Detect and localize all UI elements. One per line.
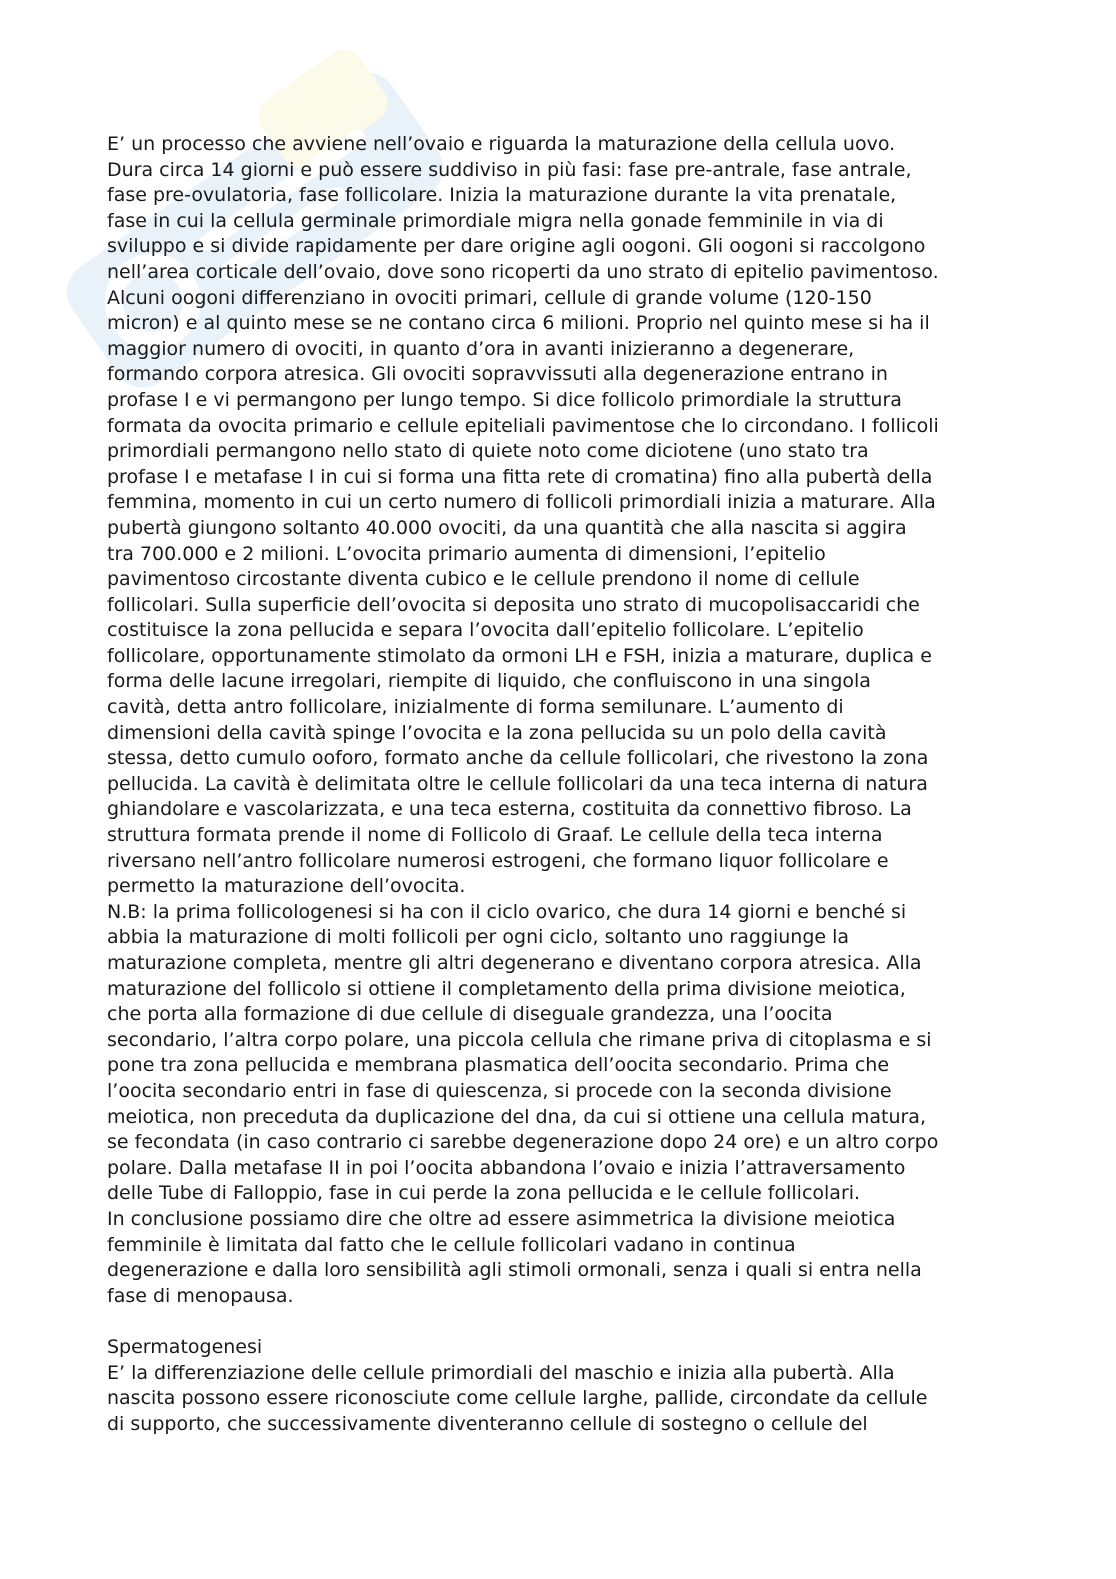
conclusion-lines-line: fase di menopausa.	[107, 1284, 294, 1307]
note-lines-line: che porta alla formazione di due cellule di diseguale grandezza, una l’oocita	[107, 1003, 833, 1026]
note-lines-line: abbia la maturazione di molti follicoli per ogni ciclo, soltanto uno raggiunge la	[107, 926, 850, 949]
oogenesis-lines-line: sviluppo e si divide rapidamente per dare origine agli oogoni. Gli oogoni si raccolgono	[107, 235, 926, 258]
oogenesis-lines-line: femmina, momento in cui un certo numero di follicoli primordiali inizia a maturare. Alla	[107, 491, 936, 514]
note-lines-line: delle Tube di Falloppio, fase in cui perde la zona pellucida e le cellule follicolari.	[107, 1182, 861, 1205]
oogenesis-lines-line: cavità, detta antro follicolare, inizialmente di forma semilunare. L’aumento di	[107, 696, 844, 719]
note-paragraph	[107, 900, 1007, 1207]
note-lines-line: pone tra zona pellucida e membrana plasmatica dell’oocita secondario. Prima che	[107, 1054, 890, 1077]
oogenesis-lines-line: tra 700.000 e 2 milioni. L’ovocita primario aumenta di dimensioni, l’epitelio	[107, 542, 826, 565]
oogenesis-lines-line: permetto la maturazione dell’ovocita.	[107, 875, 466, 898]
oogenesis-lines-line: formando corpora atresica. Gli ovociti sopravvissuti alla degenerazione entrano in	[107, 363, 888, 386]
spermatogenesis-line: E’ la differenziazione delle cellule primordiali del maschio e inizia alla pubertà. Alla	[107, 1361, 895, 1384]
oogenesis-lines-line: Alcuni oogoni differenziano in ovociti primari, cellule di grande volume (120-150	[107, 286, 872, 309]
oogenesis-lines-line: profase I e vi permangono per lungo tempo. Si dice follicolo primordiale la struttura	[107, 388, 902, 411]
oogenesis-lines-line: primordiali permangono nello stato di quiete noto come diciotene (uno stato tra	[107, 440, 869, 463]
conclusion-lines-line: degenerazione e dalla loro sensibilità agli stimoli ormonali, senza i quali si entra nella	[107, 1259, 922, 1282]
oogenesis-lines-line: profase I e metafase I in cui si forma una fitta rete di cromatina) fino alla pubertà della	[107, 465, 933, 488]
note-lines-line: l’oocita secondario entri in fase di quiescenza, si procede con la seconda divisione	[107, 1079, 892, 1102]
section-heading-spermatogenesis: Spermatogenesi	[107, 1335, 263, 1358]
note-lines-line: maturazione completa, mentre gli altri degenerano e diventano corpora atresica. Alla	[107, 952, 922, 974]
note-lines-line: maturazione del follicolo si ottiene il completamento della prima divisione meiotica,	[107, 977, 906, 1000]
oogenesis-lines-line: struttura formata prende il nome di Follicolo di Graaf. Le cellule della teca interna	[107, 824, 883, 847]
oogenesis-lines-line: maggior numero di ovociti, in quanto d’ora in avanti inizieranno a degenerare,	[107, 337, 855, 360]
oogenesis-lines-line: follicolare, opportunamente stimolato da ormoni LH e FSH, inizia a maturare, duplica e	[107, 644, 932, 667]
spermatogenesis-line: di supporto, che successivamente diventeranno cellule di sostegno o cellule del	[107, 1412, 868, 1435]
oogenesis-lines-line: Dura circa 14 giorni e può essere suddiviso in più fasi: fase pre-antrale, fase antrale,	[107, 158, 912, 181]
oogenesis-lines-line: micron) e al quinto mese se ne contano circa 6 milioni. Proprio nel quinto mese si ha il	[107, 312, 930, 335]
oogenesis-lines-line: pellucida. La cavità è delimitata oltre le cellule follicolari da una teca interna di natura	[107, 772, 928, 795]
oogenesis-lines-line: fase pre-ovulatoria, fase follicolare. Inizia la maturazione durante la vita prenatale,	[107, 184, 897, 207]
note-lines-line: polare. Dalla metafase II in poi l’oocita abbandona l’ovaio e inizia l’attraversamento	[107, 1156, 906, 1179]
note-lines-line: meiotica, non preceduta da duplicazione del dna, da cui si ottiene una cellula matura,	[107, 1105, 926, 1128]
oogenesis-lines-line: stessa, detto cumulo ooforo, formato anche da cellule follicolari, che rivestono la zona	[107, 747, 929, 770]
oogenesis-lines-line: fase in cui la cellula germinale primordiale migra nella gonade femminile in via di	[107, 209, 884, 232]
conclusion-paragraph	[107, 1207, 1007, 1309]
oogenesis-lines-line: forma delle lacune irregolari, riempite di liquido, che confluiscono in una singola	[107, 670, 871, 693]
oogenesis-lines-line: costituisce la zona pellucida e separa l’ovocita dall’epitelio follicolare. L’epitelio	[107, 619, 864, 642]
oogenesis-lines-line: riversano nell’antro follicolare numerosi estrogeni, che formano liquor follicolare e	[107, 849, 889, 872]
oogenesis-lines-line: nell’area corticale dell’ovaio, dove sono ricoperti da uno strato di epitelio pavimentoso.	[107, 260, 939, 283]
oogenesis-lines-line: formata da ovocita primario e cellule epiteliali pavimentose che lo circondano. I follicoli	[107, 414, 939, 437]
paragraph-spacer	[107, 1309, 1007, 1335]
oogenesis-lines-line: pavimentoso circostante diventa cubico e le cellule prendono il nome di cellule	[107, 568, 860, 591]
document-body	[107, 132, 1007, 1437]
note-lines-line: secondario, l’altra corpo polare, una piccola cellula che rimane priva di citoplasma e si	[107, 1028, 932, 1051]
oogenesis-lines-line: ghiandolare e vascolarizzata, e una teca esterna, costituita da connettivo fibroso. La	[107, 798, 912, 821]
note-lines-line: N.B: la prima follicologenesi si ha con il ciclo ovarico, che dura 14 giorni e benché si	[107, 900, 907, 923]
conclusion-lines-line: femminile è limitata dal fatto che le cellule follicolari vadano in continua	[107, 1233, 796, 1256]
oogenesis-lines-line: E’ un processo che avviene nell’ovaio e riguarda la maturazione della cellula uovo.	[107, 133, 896, 155]
oogenesis-paragraph	[107, 132, 1007, 900]
note-lines-line: se fecondata (in caso contrario ci sarebbe degenerazione dopo 24 ore) e un altro corpo	[107, 1131, 939, 1154]
oogenesis-lines-line: follicolari. Sulla superficie dell’ovocita si deposita uno strato di mucopolisaccaridi che	[107, 593, 920, 616]
spermatogenesis-paragraph	[107, 1361, 1007, 1438]
oogenesis-lines-line: pubertà giungono soltanto 40.000 ovociti, da una quantità che alla nascita si aggira	[107, 516, 907, 539]
oogenesis-lines-line: dimensioni della cavità spinge l’ovocita e la zona pellucida su un polo della cavità	[107, 721, 887, 744]
spermatogenesis-line: nascita possono essere riconosciute come cellule larghe, pallide, circondate da cellule	[107, 1387, 928, 1410]
conclusion-lines-line: In conclusione possiamo dire che oltre ad essere asimmetrica la divisione meiotica	[107, 1207, 896, 1230]
